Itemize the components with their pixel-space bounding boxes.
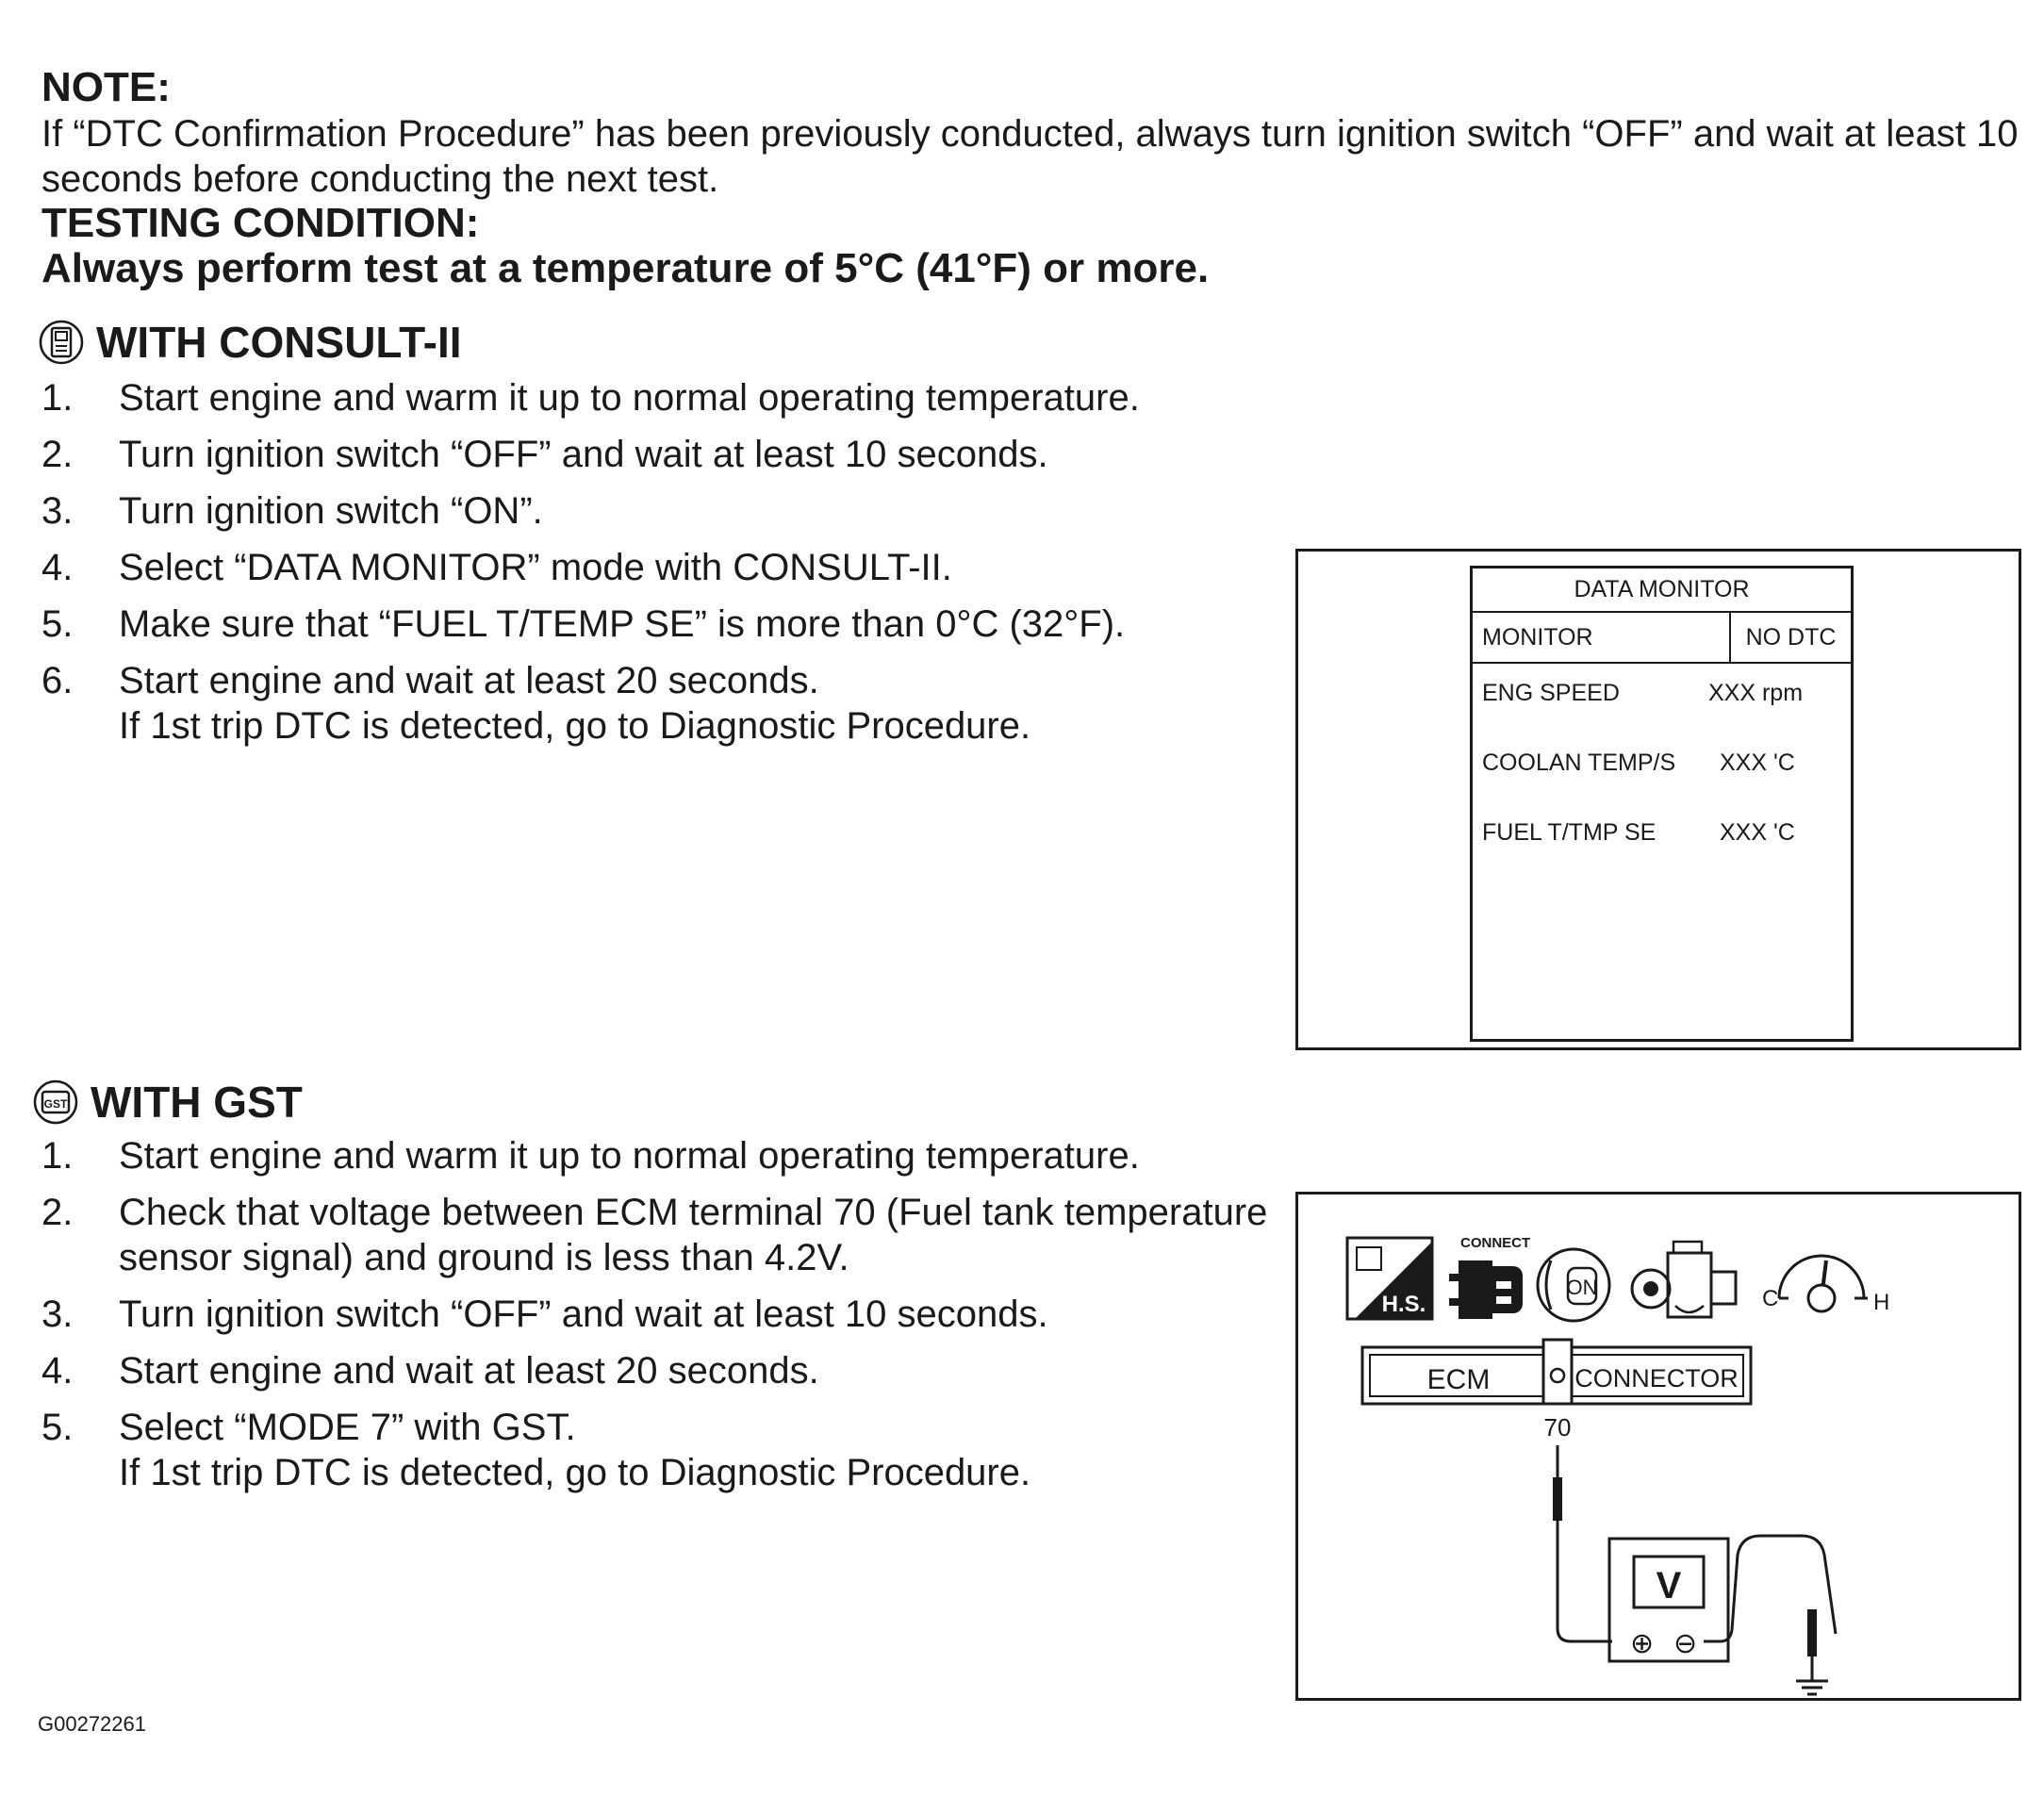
- data-monitor-header: [1473, 613, 1851, 664]
- consult-step: 5. Make sure that “FUEL T/TEMP SE” is more than 0°C (32°F).: [41, 603, 1126, 645]
- figure-code: G00272261: [38, 1712, 146, 1736]
- gst-tool-icon: [32, 1079, 79, 1126]
- testing-condition-heading: TESTING CONDITION:: [41, 200, 480, 246]
- gst-step: 2. Check that voltage between ECM terminal 70 (Fuel tank temperature sensor signal) and ground is less than 4.2V.: [41, 1192, 1268, 1278]
- wiring-diagram: [1298, 1195, 2019, 1698]
- note-heading: NOTE:: [41, 64, 171, 110]
- hs-icon: [1347, 1238, 1432, 1319]
- testing-condition-text: Always perform test at a temperature of 5°C (41°F) or more.: [41, 245, 1210, 291]
- svg-text:GST: GST: [43, 1097, 68, 1111]
- connect-icon: [1449, 1235, 1530, 1319]
- engine-icon: [1632, 1242, 1736, 1317]
- ecm-label: ECM: [1426, 1364, 1491, 1395]
- gst-step-list: [41, 1133, 1277, 1507]
- data-monitor-screen: DATA MONITOR MONITOR NO DTC ENG SPEED XXX rpm COOLAN TEMP/S XXX 'C FUEL T/TMP SE XXX 'C: [1470, 566, 1854, 1042]
- consult-step: 1. Start engine and warm it up to normal operating temperature.: [41, 377, 1140, 419]
- consult-step: 2. Turn ignition switch “OFF” and wait at least 10 seconds.: [41, 434, 1048, 475]
- hot-label: H: [1873, 1290, 1890, 1315]
- consult-step-list: [41, 375, 1277, 760]
- consult-step: 3. Turn ignition switch “ON”.: [41, 490, 543, 532]
- gst-heading-label: WITH GST: [91, 1078, 303, 1127]
- data-monitor-title: DATA MONITOR: [1473, 568, 1851, 613]
- ground-icon: [1796, 1681, 1828, 1694]
- ignition-on-icon: [1538, 1249, 1609, 1321]
- gst-step: 3. Turn ignition switch “OFF” and wait at least 10 seconds.: [41, 1293, 1048, 1335]
- on-label: ON: [1566, 1276, 1598, 1299]
- plus-terminal: ⊕: [1630, 1628, 1655, 1659]
- minus-terminal: ⊖: [1673, 1628, 1698, 1659]
- gst-step: 5. Select “MODE 7” with GST. If 1st trip DTC is detected, go to Diagnostic Procedure.: [41, 1407, 1031, 1493]
- meter-label: V: [1656, 1565, 1682, 1607]
- consult-section-heading: [38, 317, 462, 368]
- connector-label: CONNECTOR: [1574, 1364, 1739, 1392]
- consult-heading-label: WITH CONSULT-II: [96, 318, 462, 367]
- ecm-connector: [1362, 1340, 1751, 1404]
- gst-section-heading: [32, 1077, 303, 1128]
- consult-tool-icon: [38, 319, 85, 366]
- temperature-gauge-icon: [1762, 1256, 1889, 1315]
- gst-step: 4. Start engine and wait at least 20 seconds.: [41, 1350, 819, 1392]
- data-monitor-figure: [1295, 549, 2021, 1050]
- gst-step: 1. Start engine and warm it up to normal operating temperature.: [41, 1135, 1140, 1177]
- terminal-number: 70: [1543, 1413, 1572, 1442]
- hs-label: H.S.: [1381, 1292, 1426, 1317]
- status-column-label: NO DTC: [1745, 624, 1837, 651]
- voltage-check-figure: [1295, 1192, 2021, 1701]
- consult-step: 6. Start engine and wait at least 20 seconds. If 1st trip DTC is detected, go to Diagnostic Procedure.: [41, 660, 1031, 747]
- note-text: If “DTC Confirmation Procedure” has been previously conducted, always turn ignition switch “OFF” and wait at least 10 seconds before conducting the next test.: [41, 113, 2019, 200]
- monitor-column-label: MONITOR: [1473, 613, 1731, 662]
- cold-label: C: [1762, 1286, 1779, 1311]
- connect-label: CONNECT: [1460, 1235, 1531, 1251]
- consult-step: 4. Select “DATA MONITOR” mode with CONSULT-II.: [41, 547, 952, 588]
